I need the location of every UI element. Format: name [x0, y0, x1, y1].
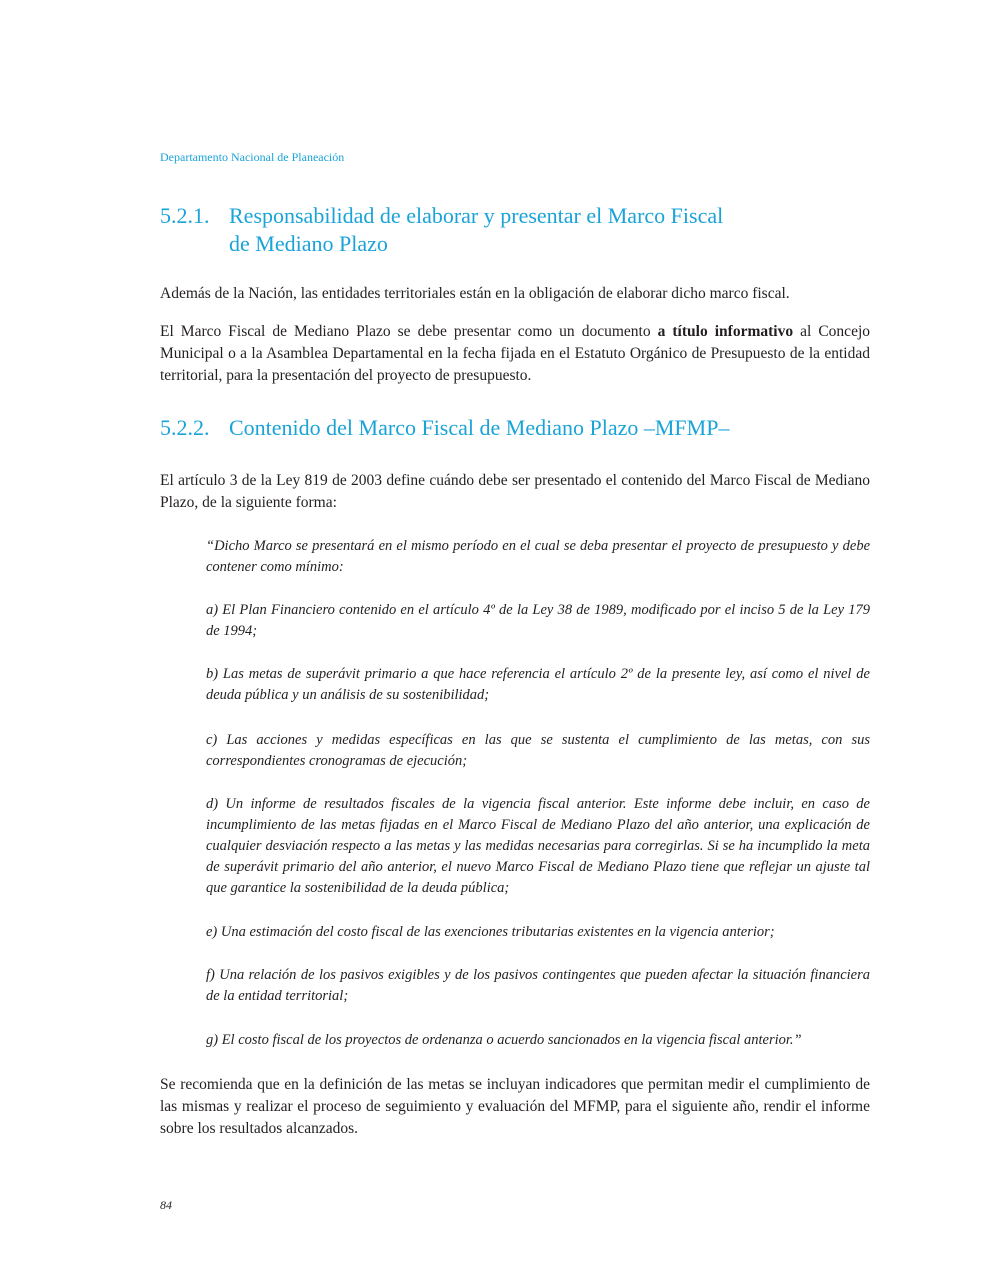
- quote-item-a: a) El Plan Financiero contenido en el artículo 4º de la Ley 38 de 1989, modificado por el inciso 5 de la Ley 179 de 1994;: [206, 602, 870, 639]
- bold-emphasis: a título informativo: [657, 323, 794, 340]
- paragraph-text: El Marco Fiscal de Mediano Plazo se debe presentar como un documento: [160, 323, 658, 340]
- quote-item-b: b) Las metas de superávit primario a que hace referencia el artículo 2º de la presente ley, así como el nivel de deuda pública y un análisis de su sostenibilidad;: [206, 666, 870, 703]
- body-paragraph: El artículo 3 de la Ley 819 de 2003 define cuándo debe ser presentado el contenido del Marco Fiscal de Mediano Plazo, de la siguiente forma:: [160, 472, 870, 511]
- section-title-line-2: de Mediano Plazo: [229, 231, 388, 256]
- section-title: Contenido del Marco Fiscal de Mediano Plazo –MFMP–: [229, 415, 730, 440]
- quote-item-c: c) Las acciones y medidas específicas en las que se sustenta el cumplimiento de las metas, con sus correspondientes cronogramas de ejecución;: [206, 732, 870, 769]
- body-paragraph: Además de la Nación, las entidades territoriales están en la obligación de elaborar dicho marco fiscal.: [160, 285, 790, 302]
- section-heading-5-2-2: [160, 414, 870, 442]
- page-number: 84: [160, 1198, 172, 1212]
- body-paragraph: Se recomienda que en la definición de las metas se incluyan indicadores que permitan medir el cumplimiento de las mismas y realizar el proceso de seguimiento y evaluación del MFMP, para el siguiente año, rendir el informe sobre los resultados alcanzados.: [160, 1076, 870, 1137]
- quote-item-e: e) Una estimación del costo fiscal de las exenciones tributarias existentes en la vigencia anterior;: [206, 924, 775, 940]
- section-title-line-1: Responsabilidad de elaborar y presentar el Marco Fiscal: [229, 203, 724, 228]
- document-page: [160, 0, 870, 1280]
- section-number: 5.2.1.: [160, 203, 210, 228]
- running-header: Departamento Nacional de Planeación: [160, 150, 345, 164]
- section-title: [229, 202, 870, 258]
- section-heading-5-2-1: [160, 202, 870, 258]
- body-paragraph: [160, 321, 870, 387]
- paragraph-text: al Concejo Municipal o a la Asamblea Departamental en la fecha fijada en el Estatuto Orgánico de Presupuesto de la entidad territorial, para la presentación del proyecto de presupuesto.: [160, 323, 871, 384]
- quote-paragraph: “Dicho Marco se presentará en el mismo período en el cual se deba presentar el proyecto de presupuesto y debe contener como mínimo:: [206, 538, 870, 575]
- quote-item-g: g) El costo fiscal de los proyectos de ordenanza o acuerdo sancionados en la vigencia fiscal anterior.”: [206, 1032, 802, 1048]
- section-number: 5.2.2.: [160, 415, 210, 440]
- quote-item-d: d) Un informe de resultados fiscales de la vigencia fiscal anterior. Este informe debe incluir, en caso de incumplimiento de las metas fijadas en el Marco Fiscal de Mediano Plazo del año anterior, una explicación de cualquier desviación respecto a las metas y las medidas necesarias para corregirlas. Si se ha incumplido la meta de superávit primario del año anterior, el nuevo Marco Fiscal de Mediano Plazo tiene que reflejar un ajuste tal que garantice la sostenibilidad de la deuda pública;: [206, 796, 870, 896]
- quote-item-f: f) Una relación de los pasivos exigibles y de los pasivos contingentes que pueden afectar la situación financiera de la entidad territorial;: [206, 967, 870, 1004]
